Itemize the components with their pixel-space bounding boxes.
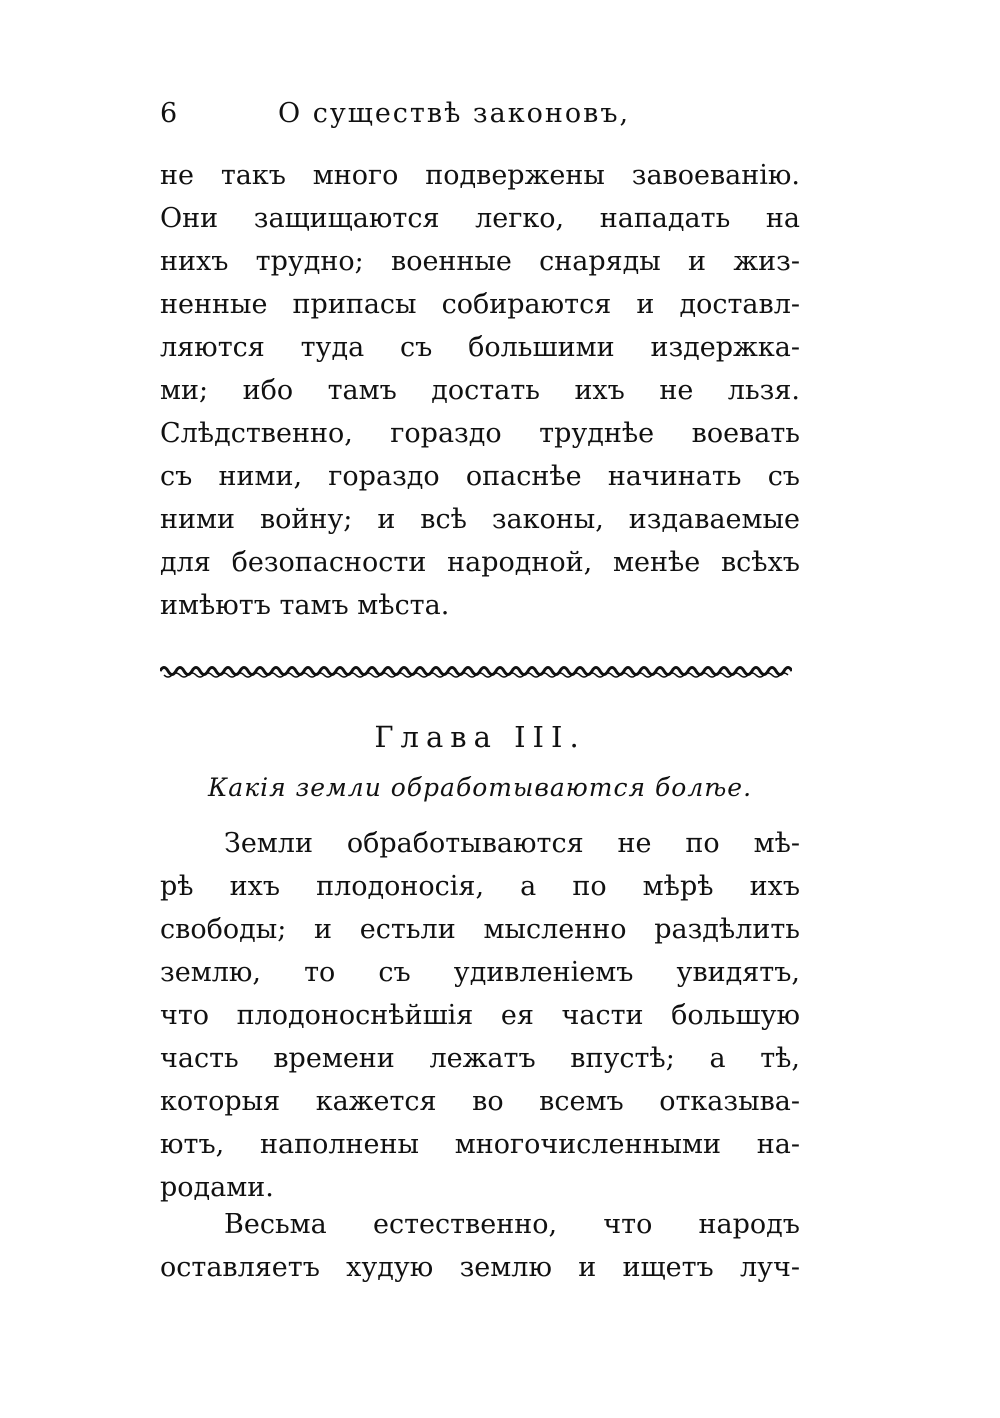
paragraph-2 bbox=[160, 822, 800, 1209]
page-number: 6 bbox=[160, 98, 179, 129]
text-line: землю, то съ удивленіемъ увидятъ, bbox=[160, 957, 800, 988]
text-line: ними войну; и всѣ законы, издаваемые bbox=[160, 504, 800, 535]
ornamental-divider bbox=[160, 661, 792, 681]
text-line: Они защищаются легко, нападать на bbox=[160, 203, 800, 234]
text-line: имѣютъ тамъ мѣста. bbox=[160, 590, 450, 621]
text-line: которыя кажется во всемъ отказыва- bbox=[160, 1086, 800, 1117]
text-line: ютъ, наполнены многочисленными на- bbox=[160, 1129, 800, 1160]
text-line: Слѣдственно, гораздо труднѣе воевать bbox=[160, 418, 800, 449]
text-line: рѣ ихъ плодоносія, а по мѣрѣ ихъ bbox=[160, 871, 800, 902]
text-line: оставляетъ худую землю и ищетъ луч- bbox=[160, 1252, 800, 1283]
text-line: съ ними, гораздо опаснѣе начинать съ bbox=[160, 461, 800, 492]
text-line: что плодоноснѣйшія ея части большую bbox=[160, 1000, 800, 1031]
text-line: Земли обработываются не по мѣ- bbox=[224, 828, 800, 859]
text-line: родами. bbox=[160, 1172, 274, 1203]
text-line: часть времени лежатъ впустѣ; а тѣ, bbox=[160, 1043, 800, 1074]
text-line: ляются туда съ большими издержка- bbox=[160, 332, 800, 363]
text-line: ми; ибо тамъ достать ихъ не льзя. bbox=[160, 375, 800, 406]
page-header bbox=[160, 98, 800, 138]
text-line: ненные припасы собираются и доставл- bbox=[160, 289, 800, 320]
text-line: для безопасности народной, менѣе всѣхъ bbox=[160, 547, 800, 578]
chapter-subtitle: Какія земли обработываются болѣе. bbox=[207, 773, 753, 802]
text-line: нихъ трудно; военные снаряды и жиз- bbox=[160, 246, 800, 277]
paragraph-3 bbox=[160, 1203, 800, 1289]
paragraph-1 bbox=[160, 154, 800, 627]
text-line: не такъ много подвержены завоеванію. bbox=[160, 160, 800, 191]
text-line: Весьма естественно, что народъ bbox=[224, 1209, 800, 1240]
running-title: О существѣ законовъ, bbox=[278, 98, 631, 129]
text-line: свободы; и естьли мысленно раздѣлить bbox=[160, 914, 800, 945]
chapter-title: Глава III. bbox=[374, 720, 586, 754]
